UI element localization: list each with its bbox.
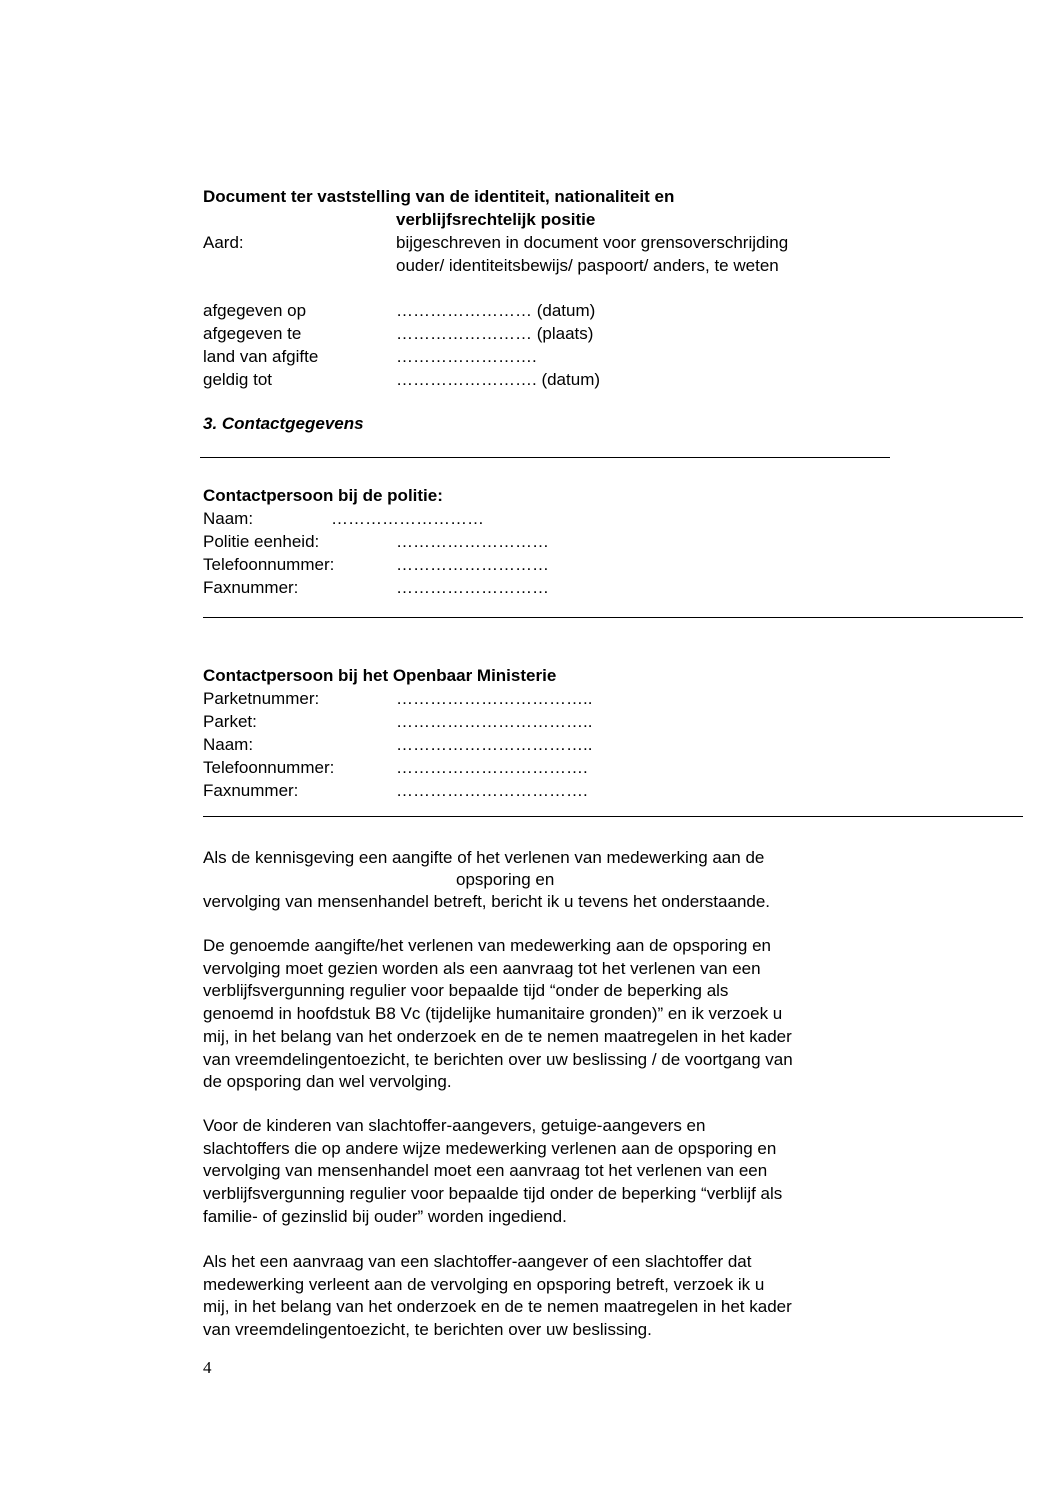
divider	[203, 816, 1023, 817]
om-label-naam: Naam:	[203, 735, 254, 754]
paragraph-3	[203, 1115, 893, 1229]
paragraph-1-line-3: vervolging van mensenhandel betreft, bericht ik u tevens het onderstaande.	[203, 892, 771, 911]
om-label-telefoon: Telefoonnummer:	[203, 758, 335, 777]
field-label-geldig-tot: geldig tot	[203, 370, 272, 389]
paragraph-line: vervolging moet gezien worden als een aanvraag tot het verlenen van een	[203, 958, 761, 978]
field-value-geldig-tot: ……………………. (datum)	[396, 370, 601, 389]
om-value-telefoon: …………………………….	[396, 758, 588, 777]
field-value-land-van-afgifte: …………………….	[396, 347, 537, 366]
paragraph-line: mij, in het belang van het onderzoek en de te nemen maatregelen in het kader	[203, 1297, 792, 1317]
paragraph-4	[203, 1251, 893, 1342]
police-contact-title: Contactpersoon bij de politie:	[203, 486, 443, 505]
paragraph-1-line-1: Als de kennisgeving een aangifte of het verlenen van medewerking aan de	[203, 848, 765, 867]
divider	[203, 617, 1023, 618]
field-label-afgegeven-op: afgegeven op	[203, 301, 307, 320]
paragraph-line: familie- of gezinslid bij ouder” worden ingediend.	[203, 1206, 567, 1226]
contact-heading: 3. Contactgegevens	[203, 414, 364, 433]
om-label-fax: Faxnummer:	[203, 781, 299, 800]
police-value-fax: ………………………	[396, 578, 549, 597]
divider	[200, 457, 890, 458]
page-number: 4	[203, 1358, 212, 1377]
field-value-afgegeven-te: …………………… (plaats)	[396, 324, 594, 343]
police-value-naam: ………………………	[331, 509, 484, 528]
police-value-eenheid: ………………………	[396, 532, 549, 551]
paragraph-line: Voor de kinderen van slachtoffer-aangevers, getuige-aangevers en	[203, 1116, 706, 1135]
aard-label: Aard:	[203, 233, 244, 252]
paragraph-2	[203, 935, 893, 1094]
om-label-parketnummer: Parketnummer:	[203, 689, 320, 708]
police-label-fax: Faxnummer:	[203, 578, 299, 597]
om-value-naam: ……………………………..	[396, 735, 593, 754]
police-label-naam: Naam:	[203, 509, 254, 528]
paragraph-line: genoemd in hoofdstuk B8 Vc (tijdelijke humanitaire gronden)” en ik verzoek u	[203, 1004, 783, 1024]
paragraph-line: Als het een aanvraag van een slachtoffer-aangever of een slachtoffer dat	[203, 1252, 752, 1271]
police-value-telefoon: ………………………	[396, 555, 549, 574]
om-label-parket: Parket:	[203, 712, 257, 731]
aard-value-line2: ouder/ identiteitsbewijs/ paspoort/ anders, te weten	[396, 256, 779, 275]
paragraph-line: De genoemde aangifte/het verlenen van medewerking aan de opsporing en	[203, 936, 772, 955]
police-label-telefoon: Telefoonnummer:	[203, 555, 335, 574]
field-label-land-van-afgifte: land van afgifte	[203, 347, 319, 366]
paragraph-line: verblijfsvergunning regulier voor bepaalde tijd “onder de beperking als	[203, 981, 729, 1001]
paragraph-line: mij, in het belang van het onderzoek en de te nemen maatregelen in het kader	[203, 1026, 792, 1046]
paragraph-line: van vreemdelingentoezicht, te berichten over uw beslissing.	[203, 1320, 652, 1340]
paragraph-line: medewerking verleent aan de vervolging en opsporing betreft, verzoek ik u	[203, 1274, 765, 1294]
field-label-afgegeven-te: afgegeven te	[203, 324, 302, 343]
paragraph-1-line-2: opsporing en	[456, 870, 555, 889]
aard-value-line1: bijgeschreven in document voor grensoverschrijding	[396, 233, 789, 252]
om-value-fax: …………………………….	[396, 781, 588, 800]
police-label-eenheid: Politie eenheid:	[203, 532, 320, 551]
section-title-identity: Document ter vaststelling van de identiteit, nationaliteit en	[203, 187, 675, 206]
field-value-afgegeven-op: …………………… (datum)	[396, 301, 596, 320]
om-value-parketnummer: ……………………………..	[396, 689, 593, 708]
paragraph-line: slachtoffers die op andere wijze medewerking verlenen aan de opsporing en	[203, 1138, 777, 1158]
paragraph-line: de opsporing dan wel vervolging.	[203, 1072, 452, 1092]
om-contact-title: Contactpersoon bij het Openbaar Ministerie	[203, 666, 557, 685]
paragraph-line: verblijfsvergunning regulier voor bepaalde tijd onder de beperking “verblijf als	[203, 1184, 783, 1204]
section-title-identity-cont: verblijfsrechtelijk positie	[396, 210, 596, 229]
paragraph-line: van vreemdelingentoezicht, te berichten over uw beslissing / de voortgang van	[203, 1049, 793, 1069]
paragraph-line: vervolging van mensenhandel moet een aanvraag tot het verlenen van een	[203, 1161, 768, 1181]
om-value-parket: ……………………………..	[396, 712, 593, 731]
